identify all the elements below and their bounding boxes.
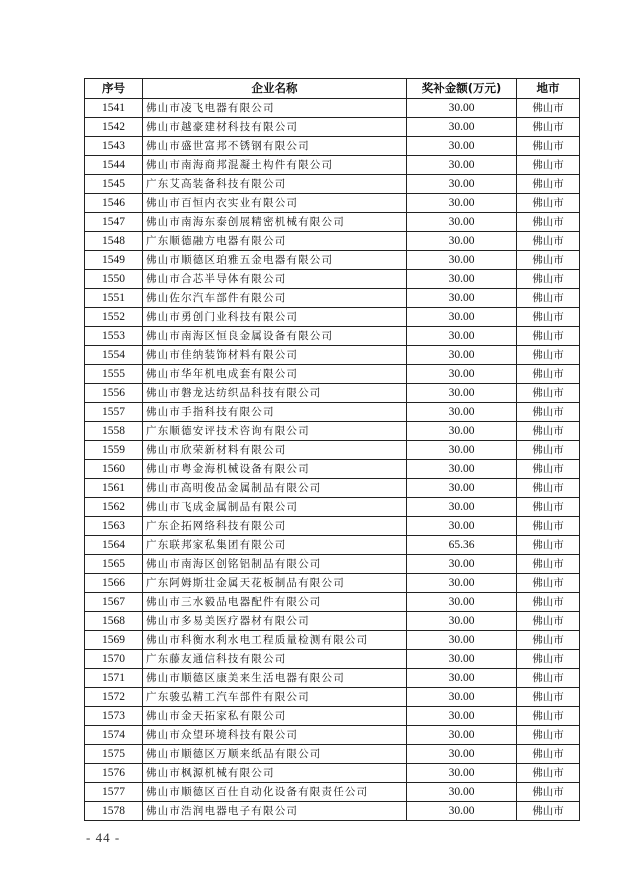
cell-city: 佛山市: [517, 365, 580, 384]
cell-seq: 1558: [85, 422, 143, 441]
cell-seq: 1545: [85, 175, 143, 194]
table-row: [85, 593, 580, 612]
cell-amount: 30.00: [407, 289, 517, 308]
table-row: [85, 707, 580, 726]
cell-city: 佛山市: [517, 802, 580, 821]
cell-amount: 30.00: [407, 612, 517, 631]
cell-seq: 1566: [85, 574, 143, 593]
cell-seq: 1574: [85, 726, 143, 745]
cell-amount: 30.00: [407, 764, 517, 783]
cell-company-name: 佛山市南海区创铭铝制品有限公司: [143, 555, 407, 574]
cell-seq: 1547: [85, 213, 143, 232]
table-row: [85, 764, 580, 783]
cell-amount: 30.00: [407, 574, 517, 593]
cell-company-name: 广东顺德安评技术咨询有限公司: [143, 422, 407, 441]
cell-amount: 30.00: [407, 194, 517, 213]
cell-amount: 30.00: [407, 593, 517, 612]
table-row: [85, 441, 580, 460]
cell-amount: 30.00: [407, 783, 517, 802]
cell-company-name: 佛山市凌飞电器有限公司: [143, 99, 407, 118]
cell-seq: 1569: [85, 631, 143, 650]
cell-city: 佛山市: [517, 403, 580, 422]
cell-company-name: 佛山市飞成金属制品有限公司: [143, 498, 407, 517]
cell-company-name: 佛山市磐龙达纺织品科技有限公司: [143, 384, 407, 403]
table-row: [85, 327, 580, 346]
cell-seq: 1576: [85, 764, 143, 783]
table-row: [85, 118, 580, 137]
cell-company-name: 佛山市众望环境科技有限公司: [143, 726, 407, 745]
cell-amount: 30.00: [407, 384, 517, 403]
cell-seq: 1553: [85, 327, 143, 346]
cell-city: 佛山市: [517, 384, 580, 403]
table-row: [85, 574, 580, 593]
cell-company-name: 佛山市浩润电器电子有限公司: [143, 802, 407, 821]
table-row: [85, 631, 580, 650]
cell-city: 佛山市: [517, 783, 580, 802]
table-row: [85, 213, 580, 232]
cell-company-name: 广东企拓网络科技有限公司: [143, 517, 407, 536]
cell-amount: 30.00: [407, 460, 517, 479]
cell-seq: 1551: [85, 289, 143, 308]
cell-company-name: 广东骏弘精工汽车部件有限公司: [143, 688, 407, 707]
cell-seq: 1571: [85, 669, 143, 688]
cell-city: 佛山市: [517, 213, 580, 232]
cell-city: 佛山市: [517, 631, 580, 650]
cell-seq: 1554: [85, 346, 143, 365]
cell-seq: 1541: [85, 99, 143, 118]
cell-amount: 30.00: [407, 707, 517, 726]
cell-amount: 30.00: [407, 403, 517, 422]
cell-city: 佛山市: [517, 308, 580, 327]
cell-company-name: 佛山市南海区恒良金属设备有限公司: [143, 327, 407, 346]
cell-company-name: 佛山市金天拓家私有限公司: [143, 707, 407, 726]
cell-amount: 30.00: [407, 517, 517, 536]
cell-city: 佛山市: [517, 175, 580, 194]
table-row: [85, 156, 580, 175]
cell-amount: 30.00: [407, 479, 517, 498]
cell-company-name: 佛山市手指科技有限公司: [143, 403, 407, 422]
cell-seq: 1577: [85, 783, 143, 802]
cell-company-name: 佛山市欣荣新材料有限公司: [143, 441, 407, 460]
cell-city: 佛山市: [517, 460, 580, 479]
table-row: [85, 536, 580, 555]
page-number: - 44 -: [86, 830, 121, 845]
cell-city: 佛山市: [517, 650, 580, 669]
table-row: [85, 612, 580, 631]
table-row: [85, 270, 580, 289]
cell-city: 佛山市: [517, 422, 580, 441]
cell-seq: 1565: [85, 555, 143, 574]
cell-city: 佛山市: [517, 118, 580, 137]
cell-amount: 30.00: [407, 422, 517, 441]
table-row: [85, 460, 580, 479]
cell-seq: 1564: [85, 536, 143, 555]
cell-company-name: 佛山市盛世富邦不锈钢有限公司: [143, 137, 407, 156]
header-amount: 奖补金额(万元): [407, 79, 517, 99]
table-row: [85, 175, 580, 194]
cell-amount: 30.00: [407, 498, 517, 517]
cell-city: 佛山市: [517, 707, 580, 726]
cell-seq: 1573: [85, 707, 143, 726]
table-row: [85, 137, 580, 156]
cell-amount: 65.36: [407, 536, 517, 555]
cell-company-name: 佛山市多易美医疗器材有限公司: [143, 612, 407, 631]
cell-amount: 30.00: [407, 213, 517, 232]
cell-seq: 1570: [85, 650, 143, 669]
cell-city: 佛山市: [517, 327, 580, 346]
cell-city: 佛山市: [517, 194, 580, 213]
cell-seq: 1555: [85, 365, 143, 384]
cell-seq: 1567: [85, 593, 143, 612]
cell-company-name: 广东藤友通信科技有限公司: [143, 650, 407, 669]
cell-company-name: 佛山市南海东泰创展精密机械有限公司: [143, 213, 407, 232]
table-row: [85, 688, 580, 707]
header-city: 地市: [517, 79, 580, 99]
cell-city: 佛山市: [517, 346, 580, 365]
cell-city: 佛山市: [517, 479, 580, 498]
cell-seq: 1549: [85, 251, 143, 270]
header-company-name: 企业名称: [143, 79, 407, 99]
table-body: [85, 99, 580, 821]
cell-seq: 1561: [85, 479, 143, 498]
cell-amount: 30.00: [407, 251, 517, 270]
table-header-row: [85, 79, 580, 99]
cell-company-name: 佛山市顺德区百仕自动化设备有限责任公司: [143, 783, 407, 802]
table-row: [85, 422, 580, 441]
table-row: [85, 783, 580, 802]
cell-amount: 30.00: [407, 726, 517, 745]
cell-amount: 30.00: [407, 308, 517, 327]
table-row: [85, 308, 580, 327]
cell-amount: 30.00: [407, 555, 517, 574]
cell-company-name: 广东联邦家私集团有限公司: [143, 536, 407, 555]
cell-company-name: 佛山市百恒内衣实业有限公司: [143, 194, 407, 213]
cell-city: 佛山市: [517, 745, 580, 764]
cell-city: 佛山市: [517, 536, 580, 555]
table-row: [85, 384, 580, 403]
table-row: [85, 289, 580, 308]
cell-city: 佛山市: [517, 574, 580, 593]
table-row: [85, 802, 580, 821]
cell-seq: 1563: [85, 517, 143, 536]
cell-amount: 30.00: [407, 327, 517, 346]
cell-amount: 30.00: [407, 232, 517, 251]
cell-seq: 1550: [85, 270, 143, 289]
table-row: [85, 517, 580, 536]
cell-company-name: 佛山市科衡水利水电工程质量检测有限公司: [143, 631, 407, 650]
cell-seq: 1543: [85, 137, 143, 156]
table-row: [85, 99, 580, 118]
cell-seq: 1559: [85, 441, 143, 460]
cell-amount: 30.00: [407, 175, 517, 194]
cell-city: 佛山市: [517, 251, 580, 270]
cell-amount: 30.00: [407, 441, 517, 460]
cell-seq: 1542: [85, 118, 143, 137]
table-row: [85, 403, 580, 422]
cell-seq: 1546: [85, 194, 143, 213]
cell-company-name: 佛山市南海商邦混凝土构件有限公司: [143, 156, 407, 175]
cell-seq: 1560: [85, 460, 143, 479]
cell-city: 佛山市: [517, 555, 580, 574]
cell-amount: 30.00: [407, 270, 517, 289]
cell-company-name: 广东阿姆斯壮金属天花板制品有限公司: [143, 574, 407, 593]
cell-amount: 30.00: [407, 745, 517, 764]
cell-city: 佛山市: [517, 593, 580, 612]
cell-seq: 1557: [85, 403, 143, 422]
cell-company-name: 广东顺德融方电器有限公司: [143, 232, 407, 251]
table-row: [85, 555, 580, 574]
table-row: [85, 194, 580, 213]
cell-city: 佛山市: [517, 688, 580, 707]
cell-seq: 1572: [85, 688, 143, 707]
cell-city: 佛山市: [517, 726, 580, 745]
cell-amount: 30.00: [407, 137, 517, 156]
header-seq: 序号: [85, 79, 143, 99]
cell-company-name: 佛山市顺德区万顺来纸品有限公司: [143, 745, 407, 764]
cell-city: 佛山市: [517, 669, 580, 688]
cell-seq: 1575: [85, 745, 143, 764]
cell-city: 佛山市: [517, 270, 580, 289]
cell-company-name: 广东艾高装备科技有限公司: [143, 175, 407, 194]
cell-seq: 1562: [85, 498, 143, 517]
cell-city: 佛山市: [517, 232, 580, 251]
cell-city: 佛山市: [517, 498, 580, 517]
cell-company-name: 佛山市三水毅品电器配件有限公司: [143, 593, 407, 612]
table-row: [85, 251, 580, 270]
table-row: [85, 346, 580, 365]
cell-amount: 30.00: [407, 669, 517, 688]
subsidy-table: [84, 78, 580, 821]
cell-city: 佛山市: [517, 137, 580, 156]
table-row: [85, 726, 580, 745]
cell-amount: 30.00: [407, 365, 517, 384]
cell-company-name: 佛山市高明俊品金属制品有限公司: [143, 479, 407, 498]
cell-company-name: 佛山佐尔汽车部件有限公司: [143, 289, 407, 308]
cell-company-name: 佛山市枫源机械有限公司: [143, 764, 407, 783]
cell-company-name: 佛山市勇创门业科技有限公司: [143, 308, 407, 327]
cell-amount: 30.00: [407, 688, 517, 707]
cell-company-name: 佛山市合芯半导体有限公司: [143, 270, 407, 289]
cell-city: 佛山市: [517, 441, 580, 460]
cell-amount: 30.00: [407, 802, 517, 821]
cell-company-name: 佛山市越豪建材科技有限公司: [143, 118, 407, 137]
cell-amount: 30.00: [407, 650, 517, 669]
table-row: [85, 232, 580, 251]
cell-amount: 30.00: [407, 99, 517, 118]
cell-company-name: 佛山市粤金海机械设备有限公司: [143, 460, 407, 479]
cell-amount: 30.00: [407, 346, 517, 365]
cell-seq: 1548: [85, 232, 143, 251]
cell-company-name: 佛山市佳纳装饰材料有限公司: [143, 346, 407, 365]
cell-amount: 30.00: [407, 118, 517, 137]
cell-city: 佛山市: [517, 289, 580, 308]
cell-city: 佛山市: [517, 764, 580, 783]
table-row: [85, 745, 580, 764]
cell-city: 佛山市: [517, 517, 580, 536]
cell-company-name: 佛山市华年机电成套有限公司: [143, 365, 407, 384]
cell-seq: 1544: [85, 156, 143, 175]
table-row: [85, 498, 580, 517]
cell-seq: 1556: [85, 384, 143, 403]
cell-seq: 1578: [85, 802, 143, 821]
cell-city: 佛山市: [517, 99, 580, 118]
cell-company-name: 佛山市顺德区珀雅五金电器有限公司: [143, 251, 407, 270]
cell-seq: 1552: [85, 308, 143, 327]
cell-city: 佛山市: [517, 156, 580, 175]
cell-city: 佛山市: [517, 612, 580, 631]
table-row: [85, 650, 580, 669]
table-row: [85, 365, 580, 384]
cell-amount: 30.00: [407, 156, 517, 175]
table-row: [85, 479, 580, 498]
cell-amount: 30.00: [407, 631, 517, 650]
cell-seq: 1568: [85, 612, 143, 631]
cell-company-name: 佛山市顺德区康美来生活电器有限公司: [143, 669, 407, 688]
table-row: [85, 669, 580, 688]
